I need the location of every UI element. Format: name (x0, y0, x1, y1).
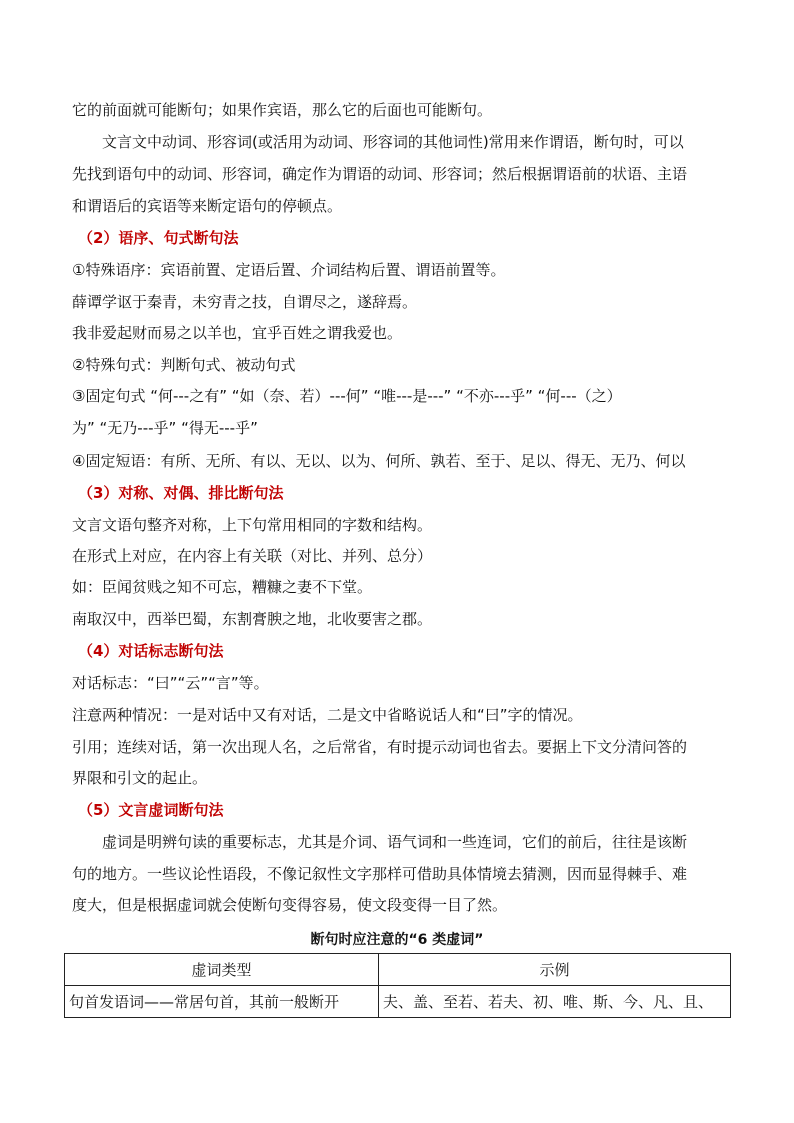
section-heading-2: （2）语序、句式断句法 (78, 229, 239, 247)
table-cell: 夫、盖、至若、若夫、初、唯、斯、今、凡、且、 (379, 986, 731, 1018)
header-cell-example: 示例 (379, 954, 731, 986)
paragraph-line: 它的前面就可能断句；如果作宾语，那么它的后面也可能断句。 (72, 101, 493, 119)
paragraph-line: 如：臣闻贫贱之知不可忘，糟糠之妻不下堂。 (72, 578, 373, 596)
table-header-row (65, 954, 731, 986)
paragraph-line: 先找到语句中的动词、形容词，确定作为谓语的动词、形容词；然后根据谓语前的状语、主语 (72, 165, 688, 183)
paragraph-line: 度大，但是根据虚词就会使断句变得容易，使文段变得一目了然。 (72, 896, 508, 914)
paragraph-line: 句的地方。一些议论性语段，不像记叙性文字那样可借助具体情境去猜测，因而显得棘手、难 (72, 865, 688, 883)
paragraph-line: 界限和引文的起止。 (72, 769, 208, 787)
paragraph-line: 南取汉中，西举巴蜀，东割膏腴之地，北收要害之郡。 (72, 610, 433, 628)
paragraph-line: 薛谭学讴于秦青，未穷青之技，自谓尽之，遂辞焉。 (72, 293, 418, 311)
paragraph-line: 文言文语句整齐对称，上下句常用相同的字数和结构。 (72, 516, 433, 534)
paragraph-line: 对话标志：“曰”“云”“言”等。 (72, 674, 269, 692)
paragraph-line: ①特殊语序：宾语前置、定语后置、介词结构后置、谓语前置等。 (72, 261, 506, 279)
table-cell: 句首发语词——常居句首，其前一般断开 (65, 986, 379, 1018)
paragraph-line: 虚词是明辨句读的重要标志，尤其是介词、语气词和一些连词，它们的前后，往往是该断 (102, 833, 688, 851)
paragraph-line: 和谓语后的宾语等来断定语句的停顿点。 (72, 197, 343, 215)
table-caption: 断句时应注意的“6 类虚词” (310, 932, 484, 948)
paragraph-line: 我非爱起财而易之以羊也，宜乎百姓之谓我爱也。 (72, 324, 403, 342)
paragraph-line: ③固定句式 “何---之有” “如（奈、若）---何” “唯---是---” “不亦---乎” “何---（之） (72, 387, 622, 405)
function-word-table (64, 953, 731, 1018)
header-cell-type: 虚词类型 (65, 954, 379, 986)
paragraph-line: 注意两种情况：一是对话中又有对话，二是文中省略说话人和“曰”字的情况。 (72, 706, 583, 724)
section-heading-5: （5）文言虚词断句法 (78, 801, 224, 819)
paragraph-line: ④固定短语：有所、无所、有以、无以、以为、何所、孰若、至于、足以、得无、无乃、何以 (72, 452, 686, 470)
paragraph-line: 为” “无乃---乎” “得无---乎” (72, 419, 258, 437)
section-heading-4: （4）对话标志断句法 (78, 642, 224, 660)
paragraph-line: ②特殊句式：判断句式、被动句式 (72, 356, 296, 374)
table-row (65, 986, 731, 1018)
paragraph-line: 在形式上对应，在内容上有关联（对比、并列、总分） (72, 547, 433, 565)
paragraph-line: 引用；连续对话，第一次出现人名，之后常省，有时提示动词也省去。要据上下文分清问答的 (72, 738, 688, 756)
section-heading-3: （3）对称、对偶、排比断句法 (78, 484, 284, 502)
paragraph-line: 文言文中动词、形容词(或活用为动词、形容词的其他词性)常用来作谓语，断句时，可以 (102, 133, 684, 151)
